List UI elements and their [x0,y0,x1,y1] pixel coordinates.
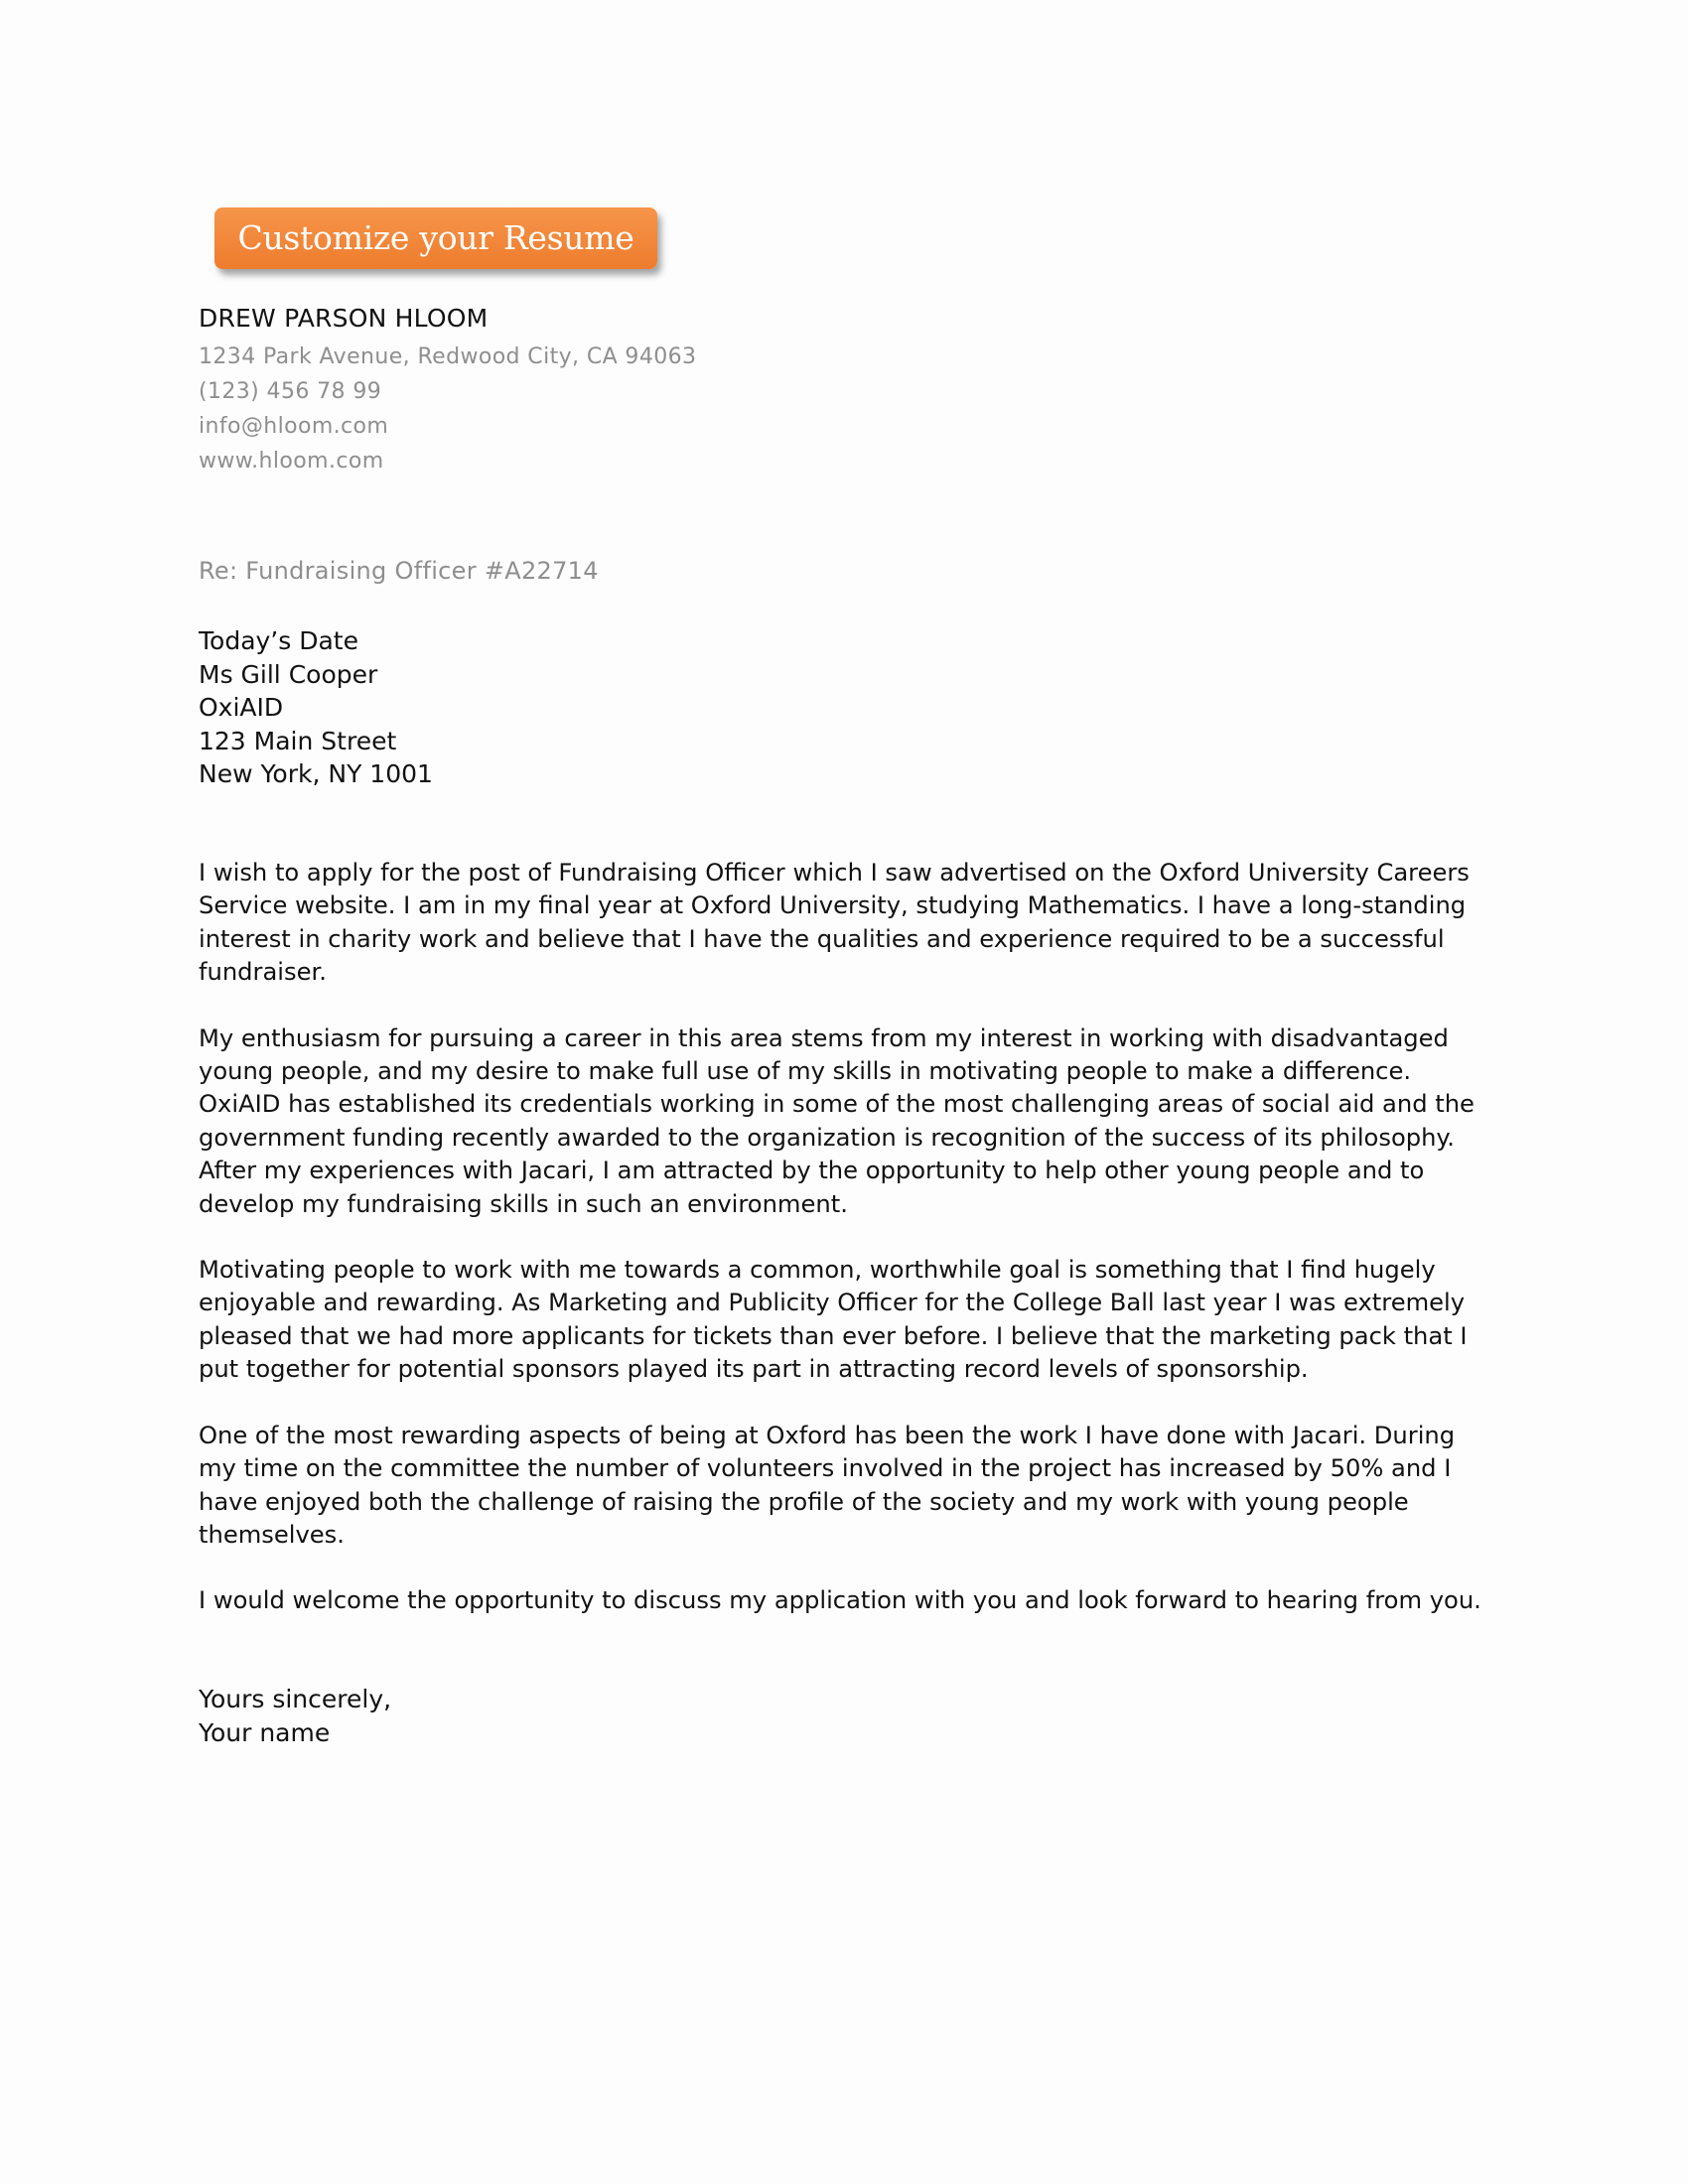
body-paragraph: I would welcome the opportunity to discuss my application with you and look forward to hearing from you. [199,1586,1481,1615]
recipient-city: New York, NY 1001 [199,759,433,788]
body-paragraph: I wish to apply for the post of Fundraising Officer which I saw advertised on the Oxford University Careers Service website. I am in my final year at Oxford University, studying Mathematics. I have a long-standing interest in charity work and believe that I have the qualities and experience required to be a successful fundraiser. [199,859,1470,987]
letter-date: Today’s Date [199,626,358,655]
sender-website: www.hloom.com [199,449,384,474]
closing-salutation: Yours sincerely, [199,1685,392,1713]
reference-line: Re: Fundraising Officer #A22714 [199,557,599,585]
body-paragraph: My enthusiasm for pursuing a career in this area stems from my interest in working with disadvantaged young people, and my desire to make full use of my skills in motivating people to make a difference. OxiAID has established its credentials working in some of the most challenging areas of social aid and the government funding recently awarded to the organization is recognition of the success of its philosophy. After my experiences with Jacari, I am attracted by the opportunity to help other young people and to develop my fundraising skills in such an environment. [199,1024,1475,1218]
body-paragraph: One of the most rewarding aspects of being at Oxford has been the work I have done with Jacari. During my time on the committee the number of volunteers involved in the project has increased by 50% and I have enjoyed both the challenge of raising the profile of the society and my work with young people themselves. [199,1421,1456,1549]
letter-body [199,857,1499,1651]
sender-name: DREW PARSON HLOOM [199,304,489,333]
sender-phone: (123) 456 78 99 [199,379,382,404]
closing-block [199,1683,391,1749]
sender-address: 1234 Park Avenue, Redwood City, CA 94063 [199,344,697,369]
recipient-company: OxiAID [199,693,284,722]
sender-block [199,300,1092,478]
recipient-block [199,624,1092,791]
recipient-name: Ms Gill Cooper [199,659,378,689]
recipient-street: 123 Main Street [199,726,397,755]
signature-name: Your name [199,1717,331,1747]
body-paragraph: Motivating people to work with me towards a common, worthwhile goal is something that I find hugely enjoyable and rewarding. As Marketing and Publicity Officer for the College Ball last year I was extremely pleased that we had more applicants for tickets than ever before. I believe that the marketing pack that I put together for potential sponsors played its part in attracting record levels of sponsorship. [199,1256,1468,1384]
customize-resume-button[interactable]: Customize your Resume [214,207,657,269]
sender-email: info@hloom.com [199,414,389,439]
